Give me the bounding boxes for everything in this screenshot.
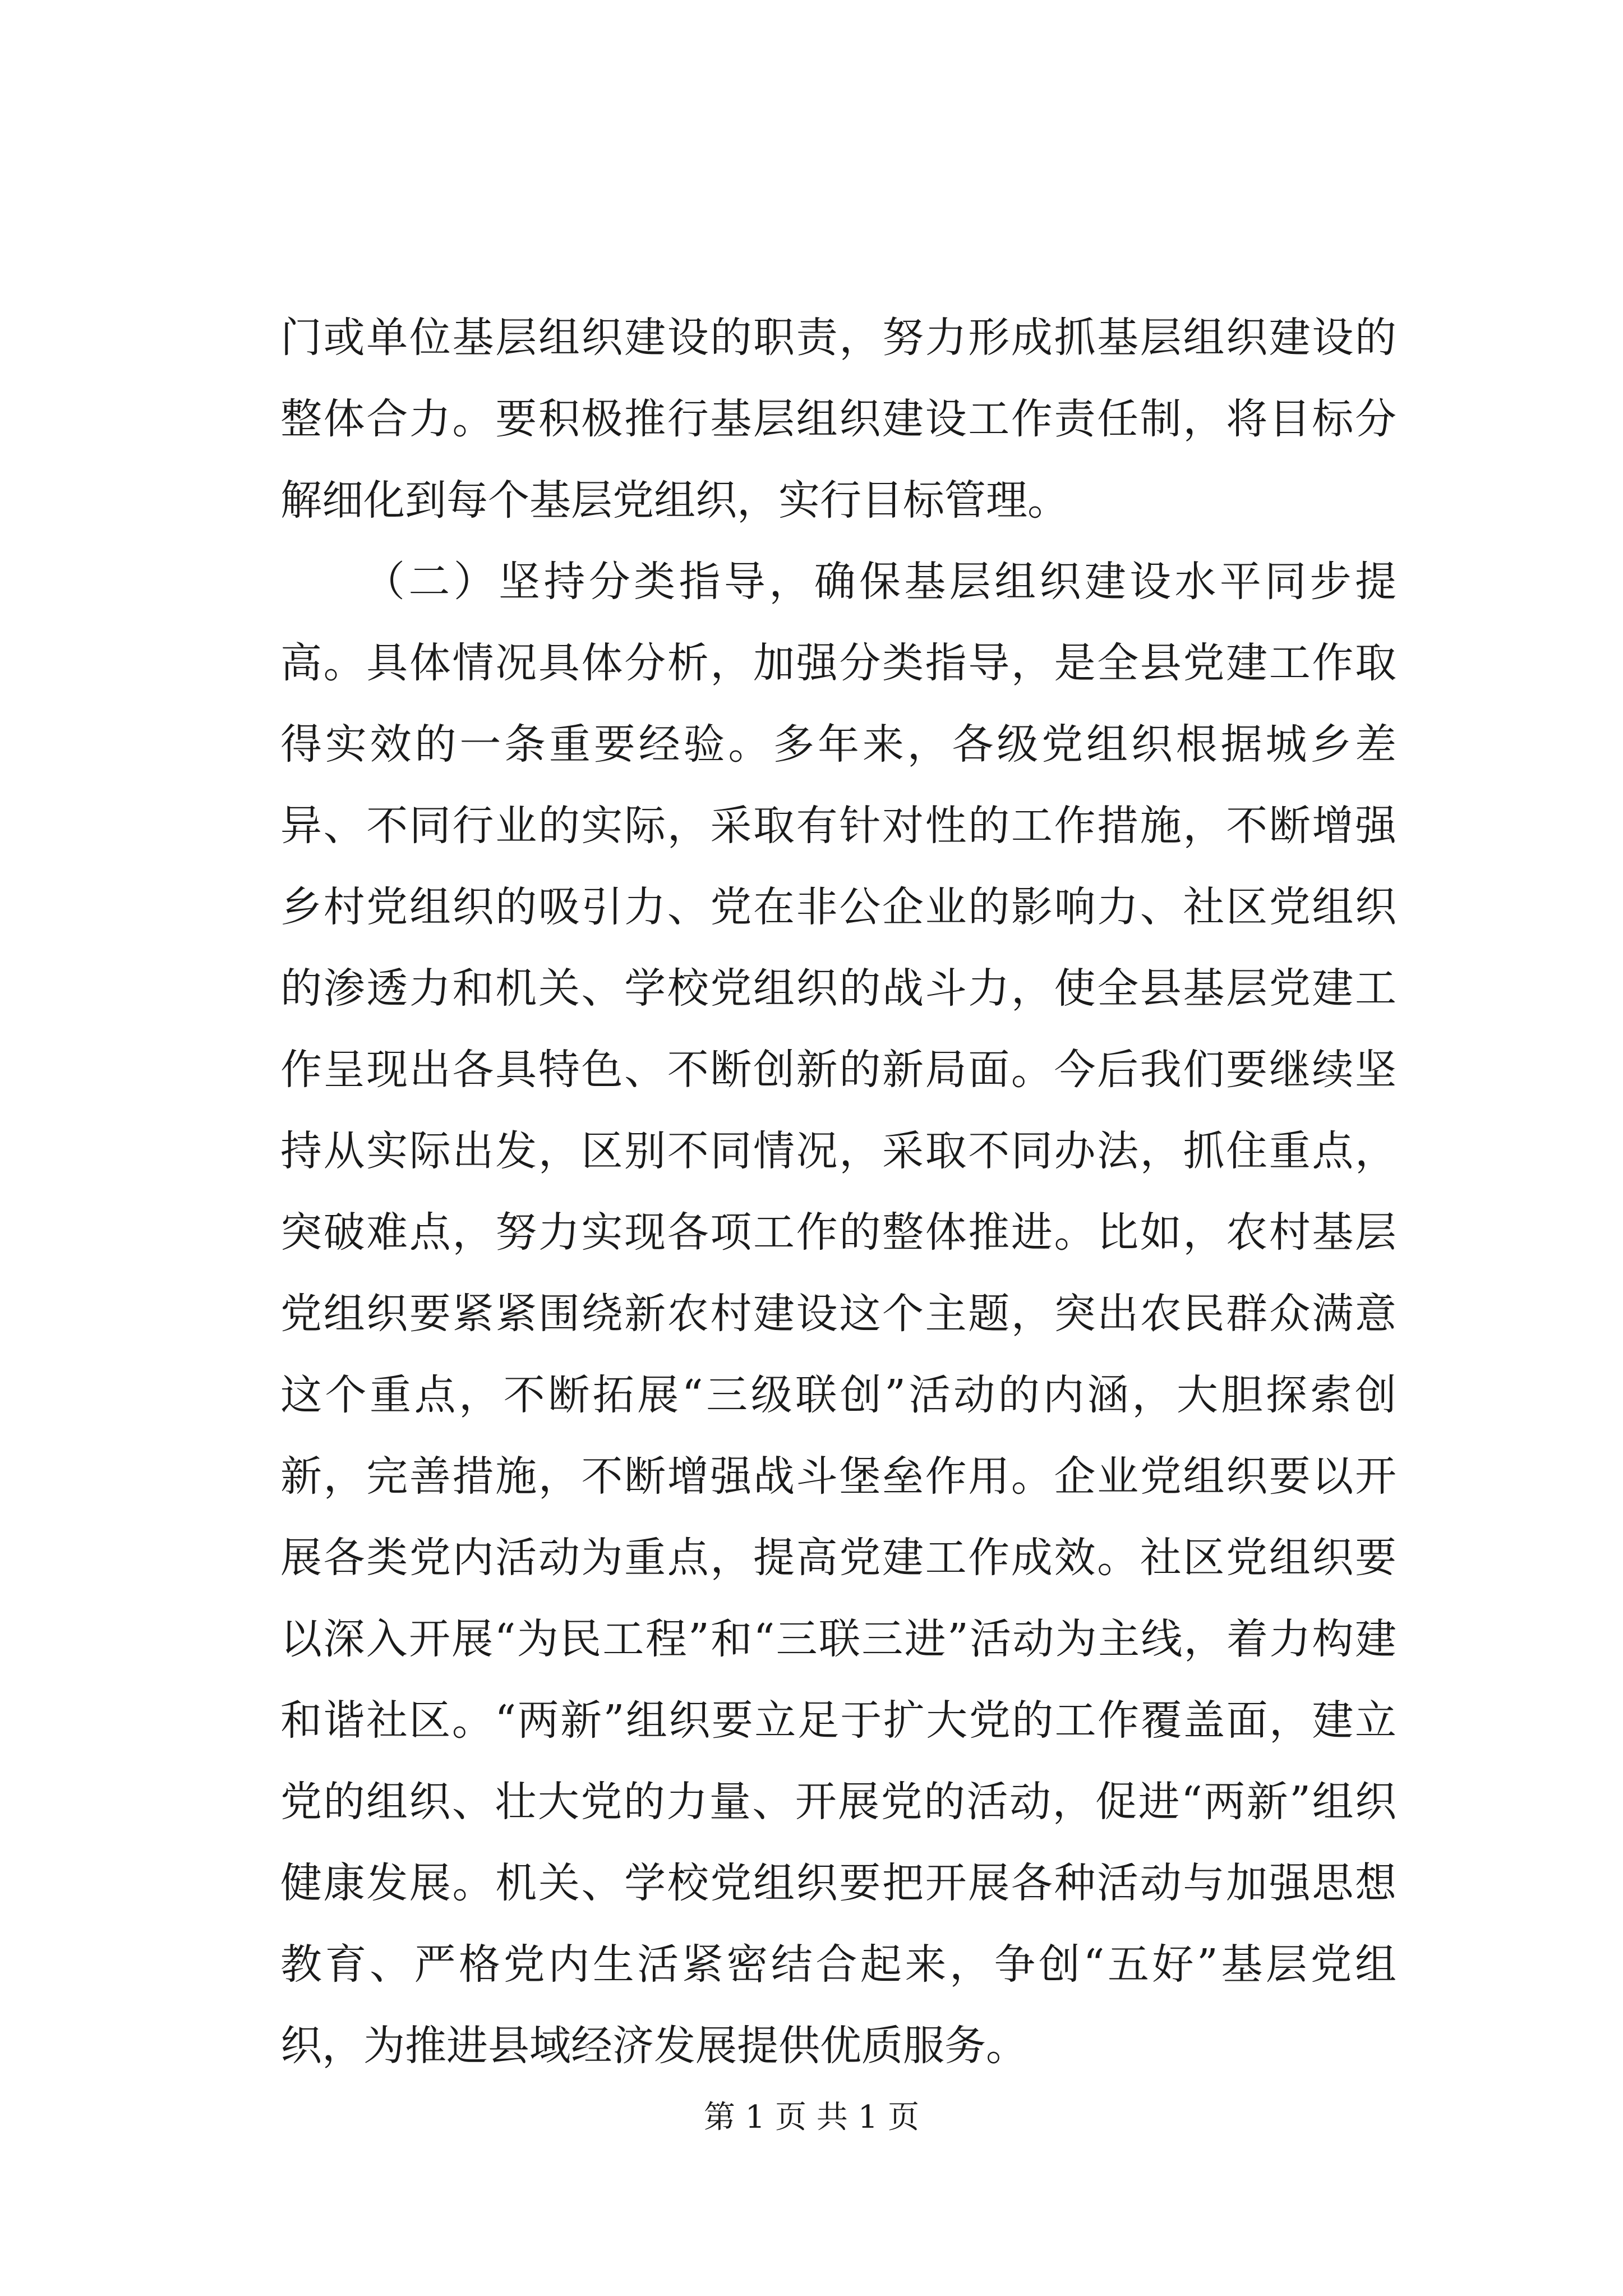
document-body <box>280 297 1396 2087</box>
paragraph-section-two: （二）坚持分类指导，确保基层组织建设水平同步提高。具体情况具体分析，加强分类指导，是全县党建工作取得实效的一条重要经验。多年来，各级党组织根据城乡差异、不同行业的实际，采取有针对性的工作措施，不断增强乡村党组织的吸引力、党在非公企业的影响力、社区党组织的渗透力和机关、学校党组织的战斗力，使全县基层党建工作呈现出各具特色、不断创新的新局面。今后我们要继续坚持从实际出发，区别不同情况，采取不同办法，抓住重点，突破难点，努力实现各项工作的整体推进。比如，农村基层党组织要紧紧围绕新农村建设这个主题，突出农民群众满意这个重点，不断拓展“三级联创”活动的内涵，大胆探索创新，完善措施，不断增强战斗堡垒作用。企业党组织要以开展各类党内活动为重点，提高党建工作成效。社区党组织要以深入开展“为民工程”和“三联三进”活动为主线，着力构建和谐社区。“两新”组织要立足于扩大党的工作覆盖面，建立党的组织、壮大党的力量、开展党的活动，促进“两新”组织健康发展。机关、学校党组织要把开展各种活动与加强思想教育、严格党内生活紧密结合起来，争创“五好”基层党组织，为推进县域经济发展提供优质服务。 <box>280 558 1396 2070</box>
paragraph-continuation: 门或单位基层组织建设的职责，努力形成抓基层组织建设的整体合力。要积极推行基层组织建设工作责任制，将目标分解细化到每个基层党组织，实行目标管理。 <box>280 314 1396 524</box>
page-footer: 第 1 页 共 1 页 <box>703 2099 920 2136</box>
